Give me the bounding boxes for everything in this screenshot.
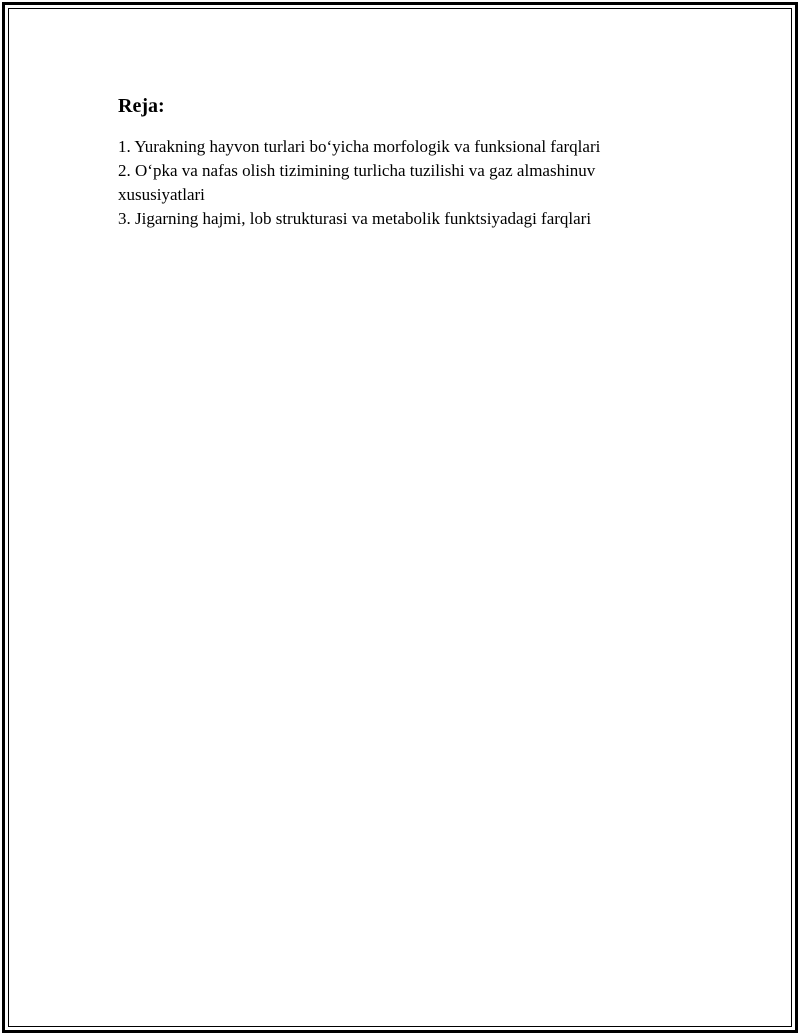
plan-item-3: 3. Jigarning hajmi, lob strukturasi va metabolik funktsiyadagi farqlari — [118, 209, 592, 228]
plan-item-1: 1. Yurakning hayvon turlari bo‘yicha morfologik va funksional farqlari — [118, 137, 601, 156]
plan-heading: Reja: — [118, 95, 165, 117]
plan-list — [118, 135, 678, 231]
page-content — [118, 94, 678, 231]
plan-item-2: 2. O‘pka va nafas olish tizimining turlicha tuzilishi va gaz almashinuv xususiyatlari — [118, 161, 596, 204]
